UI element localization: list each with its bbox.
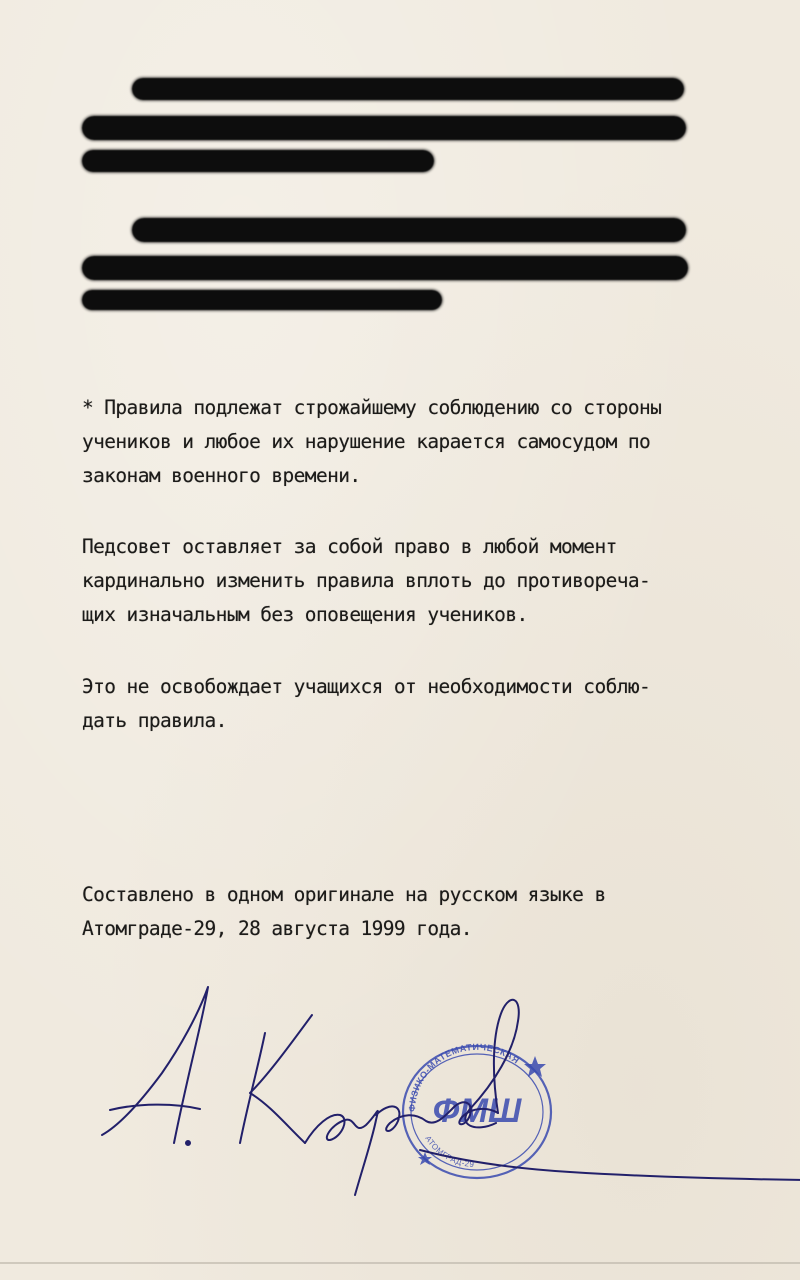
- closing-line: Составлено в одном оригинале на русском языке в: [82, 883, 606, 906]
- paragraph-line: учеников и любое их нарушение карается самосудом по: [82, 430, 651, 453]
- paragraph-line: Это не освобождает учащихся от необходимости соблю-: [82, 675, 651, 698]
- redaction-bar: [82, 290, 442, 310]
- redaction-bar: [132, 218, 686, 242]
- stamp-ring-text-top: ФИЗИКО-МАТЕМАТИЧЕСКАЯ: [406, 1041, 522, 1113]
- paragraph-line: * Правила подлежат строжайшему соблюдению со стороны: [82, 396, 662, 419]
- paragraph-line: законам военного времени.: [82, 464, 361, 487]
- redaction-bar: [132, 78, 684, 100]
- paragraph-line: Педсовет оставляет за собой право в любой момент: [82, 535, 617, 558]
- stamp-ring-text-bottom: АТОМГРАД-29: [423, 1134, 475, 1170]
- paragraph-line: кардинально изменить правила вплоть до противореча-: [82, 569, 651, 592]
- redaction-bar: [82, 150, 434, 172]
- redaction-bar: [82, 116, 686, 140]
- redaction-bar: [82, 256, 688, 280]
- stamp-center-text: ФМШ: [432, 1092, 522, 1130]
- handwritten-signature: [90, 975, 800, 1225]
- page-bottom-edge: [0, 1262, 800, 1264]
- closing-line: Атомграде-29, 28 августа 1999 года.: [82, 917, 472, 940]
- paragraph-line: дать правила.: [82, 709, 227, 732]
- paragraph-line: щих изначальным без оповещения учеников.: [82, 603, 528, 626]
